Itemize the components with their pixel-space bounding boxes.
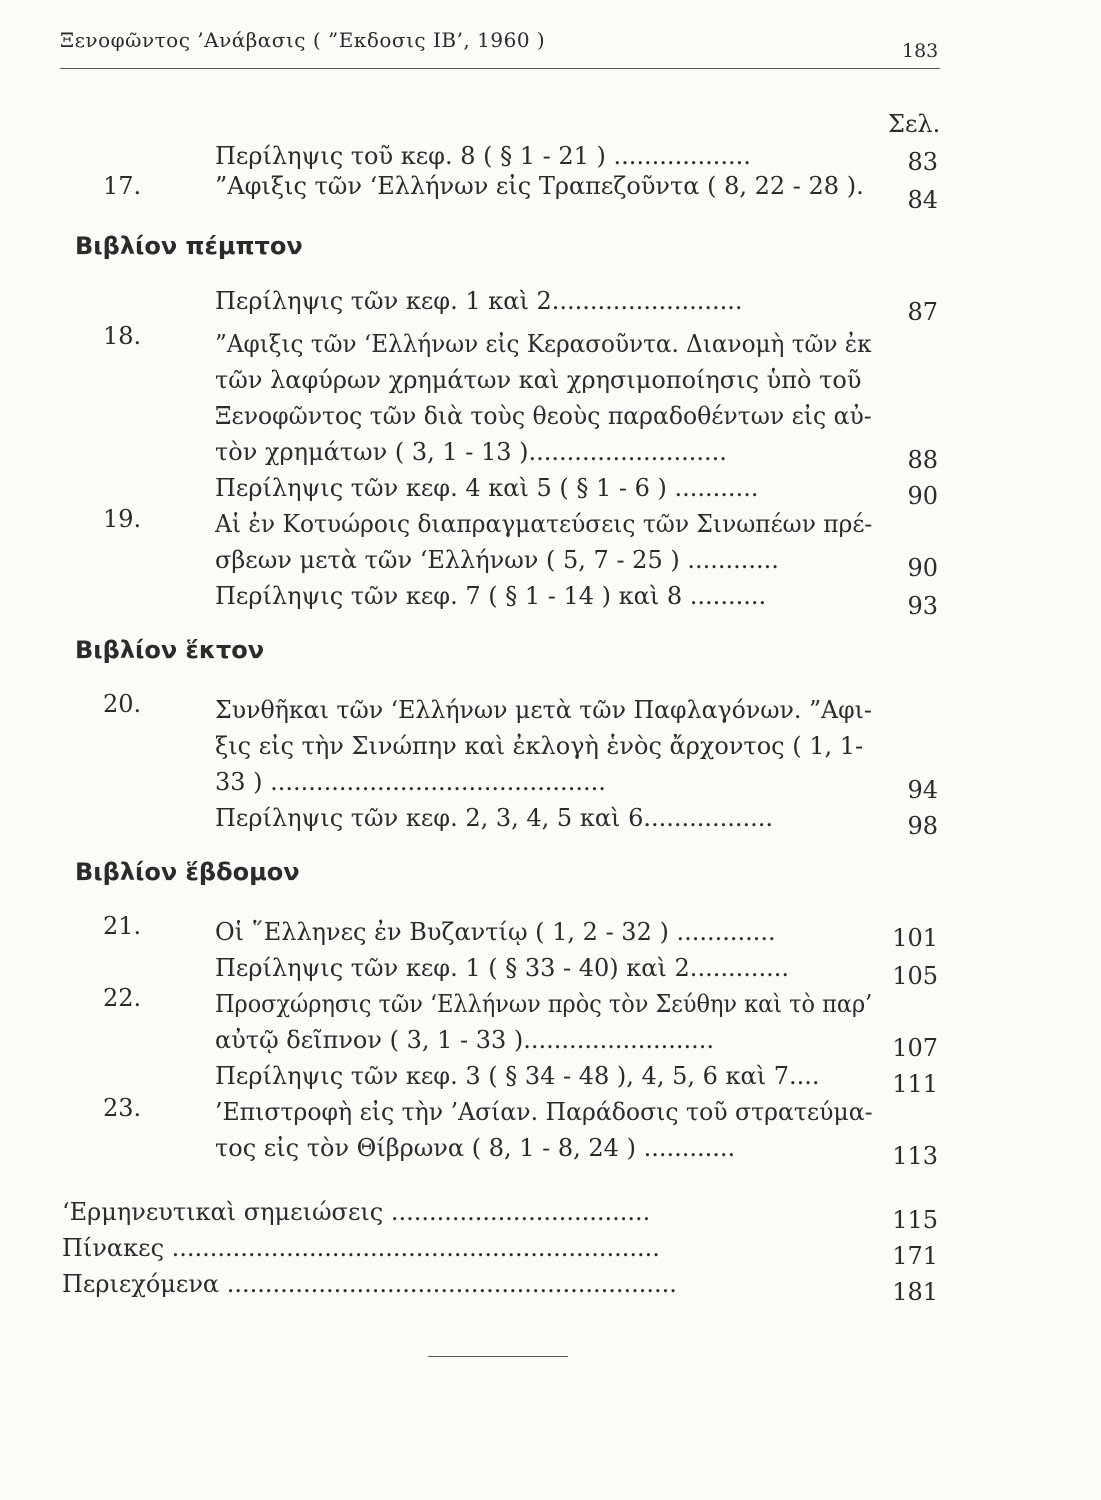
book-heading: Βιβλίον πέμπτον [75,232,303,260]
toc-page-number: 90 [907,554,938,582]
toc-page-number: 90 [907,482,938,510]
toc-entry: Αἱ ἐν Κοτυώροις διαπραγματεύσεις τῶν Σινωπέων πρέ- [215,510,873,538]
section-number: 17. [103,172,142,200]
toc-page-number: 94 [907,776,938,804]
toc-entry-summary: Περίληψις τῶν κεφ. 1 καὶ 2......................... [215,287,743,315]
section-number: 22. [103,984,142,1012]
toc-page-number: 107 [892,1034,938,1062]
toc-entry-summary: Περίληψις τῶν κεφ. 4 καὶ 5 ( § 1 - 6 ) ........... [215,474,759,502]
end-rule [428,1356,568,1357]
toc-entry-continuation: τος εἰς τὸν Θίβρωνα ( 8, 1 - 8, 24 ) ............ [215,1134,736,1162]
toc-entry-continuation: Ξενοφῶντος τῶν διὰ τοὺς θεοὺς παραδοθέντων εἰς αὐ- [215,402,872,430]
toc-page-number: 83 [907,148,938,176]
toc-page-number: 84 [907,186,938,214]
toc-page-number: 115 [892,1206,938,1234]
toc-entry-continuation: 33 ) ............................................ [215,768,606,796]
toc-entry: Συνθῆκαι τῶν ‘Ελλήνων μετὰ τῶν Παφλαγόνων. ”Αφι- [215,696,872,724]
toc-entry: Οἱ ῞Ελληνες ἐν Βυζαντίῳ ( 1, 2 - 32 ) ............. [215,918,776,946]
toc-page-number: 105 [892,962,938,990]
section-number: 21. [103,912,142,940]
toc-entry: ’Επιστροφὴ εἰς τὴν ’Ασίαν. Παράδοσις τοῦ στρατεύμα- [215,1098,873,1126]
section-number: 19. [103,505,142,533]
toc-entry-summary: Περίληψις τῶν κεφ. 2, 3, 4, 5 καὶ 6................. [215,804,774,832]
book-heading: Βιβλίον ἕβδομον [75,858,300,886]
toc-entry-summary: Περίληψις τῶν κεφ. 3 ( § 34 - 48 ), 4, 5, 6 καὶ 7.... [215,1062,820,1090]
toc-page-number: 98 [907,812,938,840]
toc-page-number: 171 [892,1242,938,1270]
toc-entry-summary: Περίληψις τῶν κεφ. 7 ( § 1 - 14 ) καὶ 8 .......... [215,582,767,610]
toc-page-number: 87 [907,298,938,326]
toc-entry-continuation: τὸν χρημάτων ( 3, 1 - 13 ).......................... [215,438,727,466]
toc-entry-continuation: τῶν λαφύρων χρημάτων καὶ χρησιμοποίησις ὑπὸ τοῦ [215,366,862,394]
book-heading: Βιβλίον ἕκτον [75,636,265,664]
toc-page-number: 181 [892,1278,938,1306]
toc-entry: Προσχώρησις τῶν ‘Ελλήνων πρὸς τὸν Σεύθην καὶ τὸ παρ’ [215,990,873,1018]
toc-entry-continuation: αὐτῷ δεῖπνον ( 3, 1 - 33 )......................... [215,1026,715,1054]
toc-backmatter-entry: Πίνακες ................................................................ [62,1234,660,1262]
toc-page-number: 111 [892,1070,938,1098]
toc-backmatter-entry: Περιεχόμενα ........................................................... [62,1270,677,1298]
section-number: 20. [103,690,142,718]
toc-entry-continuation: ξις εἰς τὴν Σινώπην καὶ ἐκλογὴ ἑνὸς ἄρχοντος ( 1, 1- [215,732,864,760]
toc-entry-summary: Περίληψις τῶν κεφ. 1 ( § 33 - 40) καὶ 2............. [215,954,789,982]
toc-page-number: 101 [892,924,938,952]
toc-page-number: 88 [907,446,938,474]
toc-page-number: 93 [907,592,938,620]
toc-entry-summary: Περίληψις τοῦ κεφ. 8 ( § 1 - 21 ) .................. [215,142,751,170]
section-number: 18. [103,322,142,350]
toc-page-number: 113 [892,1142,938,1170]
section-number: 23. [103,1094,142,1122]
toc-entry-continuation: σβεων μετὰ τῶν ‘Ελλήνων ( 5, 7 - 25 ) ............ [215,546,779,574]
running-header-title: Ξενοφῶντος ’Ανάβασις ( ”Εκδοσις ΙΒ’, 1960 ) [60,28,546,52]
header-rule [60,68,940,69]
running-header-page-number: 183 [902,40,939,62]
toc-entry: ”Αφιξις τῶν ‘Ελλήνων εἰς Τραπεζοῦντα ( 8, 22 - 28 ). [215,172,864,200]
toc-backmatter-entry: ‘Ερμηνευτικαὶ σημειώσεις .................................. [62,1198,651,1226]
toc-entry: ”Αφιξις τῶν ‘Ελλήνων εἰς Κερασοῦντα. Διανομὴ τῶν ἐκ [215,330,872,358]
page-column-label: Σελ. [888,110,941,138]
